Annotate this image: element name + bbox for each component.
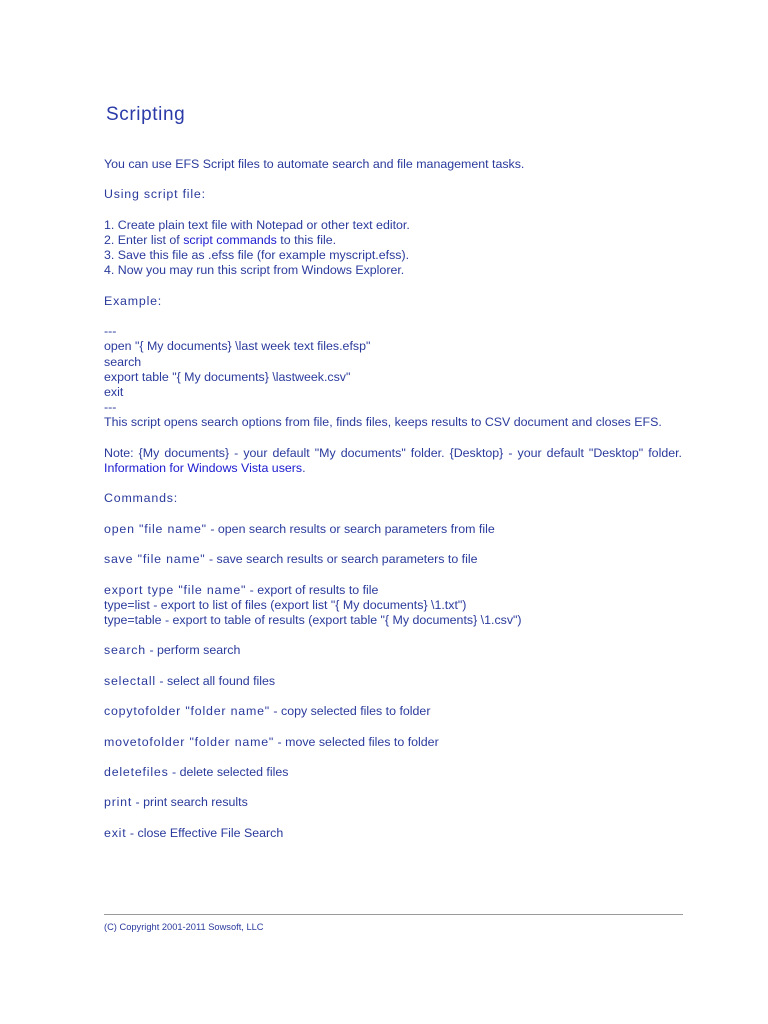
command-keyword: selectall xyxy=(104,673,156,688)
commands-heading: Commands: xyxy=(104,491,178,506)
step-4: 4. Now you may run this script from Windows Explorer. xyxy=(104,263,405,278)
command-description: - delete selected files xyxy=(168,764,289,779)
note-text: Note: {My documents} - your default "My documents" folder. {Desktop} - your default "Desktop" folder. xyxy=(104,445,682,460)
command-keyword: open "file name" xyxy=(104,521,207,536)
note-end: . xyxy=(302,460,306,475)
command-keyword: export type "file name" xyxy=(104,582,247,597)
command-copytofolder xyxy=(104,704,682,719)
example-heading: Example: xyxy=(104,293,163,308)
steps-list xyxy=(104,218,682,279)
copyright-footer: (C) Copyright 2001-2011 Sowsoft, LLC xyxy=(104,922,264,932)
command-print xyxy=(104,795,682,810)
command-movetofolder xyxy=(104,735,682,750)
step-2 xyxy=(104,233,682,248)
command-description: - open search results or search parameters from file xyxy=(206,521,495,536)
command-description: - close Effective File Search xyxy=(126,825,284,840)
command-deletefiles xyxy=(104,765,682,780)
command-description: - move selected files to folder xyxy=(274,734,439,749)
command-description: - save search results or search parameters to file xyxy=(205,552,478,567)
example-line: --- xyxy=(104,324,117,339)
command-description: - copy selected files to folder xyxy=(269,704,431,719)
command-description: - select all found files xyxy=(155,673,276,688)
note-paragraph xyxy=(104,446,682,476)
command-keyword: copytofolder "folder name" xyxy=(104,704,270,719)
command-keyword: print xyxy=(104,795,133,810)
export-line-3: type=table - export to table of results (export table "{ My documents} \1.csv") xyxy=(104,612,522,627)
document-body xyxy=(104,157,682,856)
vista-info-link[interactable]: Information for Windows Vista users xyxy=(104,460,303,475)
command-keyword: deletefiles xyxy=(104,764,169,779)
example-line: --- xyxy=(104,400,117,415)
command-keyword: save "file name" xyxy=(104,552,206,567)
example-line: search xyxy=(104,354,142,369)
command-search xyxy=(104,643,682,658)
command-selectall xyxy=(104,674,682,689)
intro-paragraph: You can use EFS Script files to automate search and file management tasks. xyxy=(104,157,525,171)
example-line: export table "{ My documents} \lastweek.csv" xyxy=(104,369,351,384)
example-line: open "{ My documents} \last week text files.efsp" xyxy=(104,339,371,354)
command-description: - print search results xyxy=(132,795,248,810)
example-line: exit xyxy=(104,384,124,399)
command-keyword: movetofolder "folder name" xyxy=(104,734,275,749)
command-export xyxy=(104,583,682,629)
command-exit xyxy=(104,826,682,841)
script-commands-link[interactable]: script commands xyxy=(183,232,277,247)
command-description: - perform search xyxy=(146,643,241,658)
export-line-1 xyxy=(104,583,682,598)
export-line-2: type=list - export to list of files (export list "{ My documents} \1.txt") xyxy=(104,597,467,612)
step-1: 1. Create plain text file with Notepad or other text editor. xyxy=(104,217,410,232)
command-keyword: exit xyxy=(104,825,127,840)
step-3: 3. Save this file as .efss file (for example myscript.efss). xyxy=(104,248,410,263)
command-save xyxy=(104,552,682,567)
step-2-text-before: 2. Enter list of xyxy=(104,232,184,247)
step-2-text-after: to this file. xyxy=(276,232,337,247)
footer-divider xyxy=(104,914,683,915)
command-open xyxy=(104,522,682,537)
example-description: This script opens search options from file, finds files, keeps results to CSV document and closes EFS. xyxy=(104,415,662,430)
using-script-heading: Using script file: xyxy=(104,187,206,202)
page-title: Scripting xyxy=(106,104,186,125)
example-code-block xyxy=(104,324,682,415)
command-description: - export of results to file xyxy=(246,582,379,597)
command-keyword: search xyxy=(104,643,146,658)
